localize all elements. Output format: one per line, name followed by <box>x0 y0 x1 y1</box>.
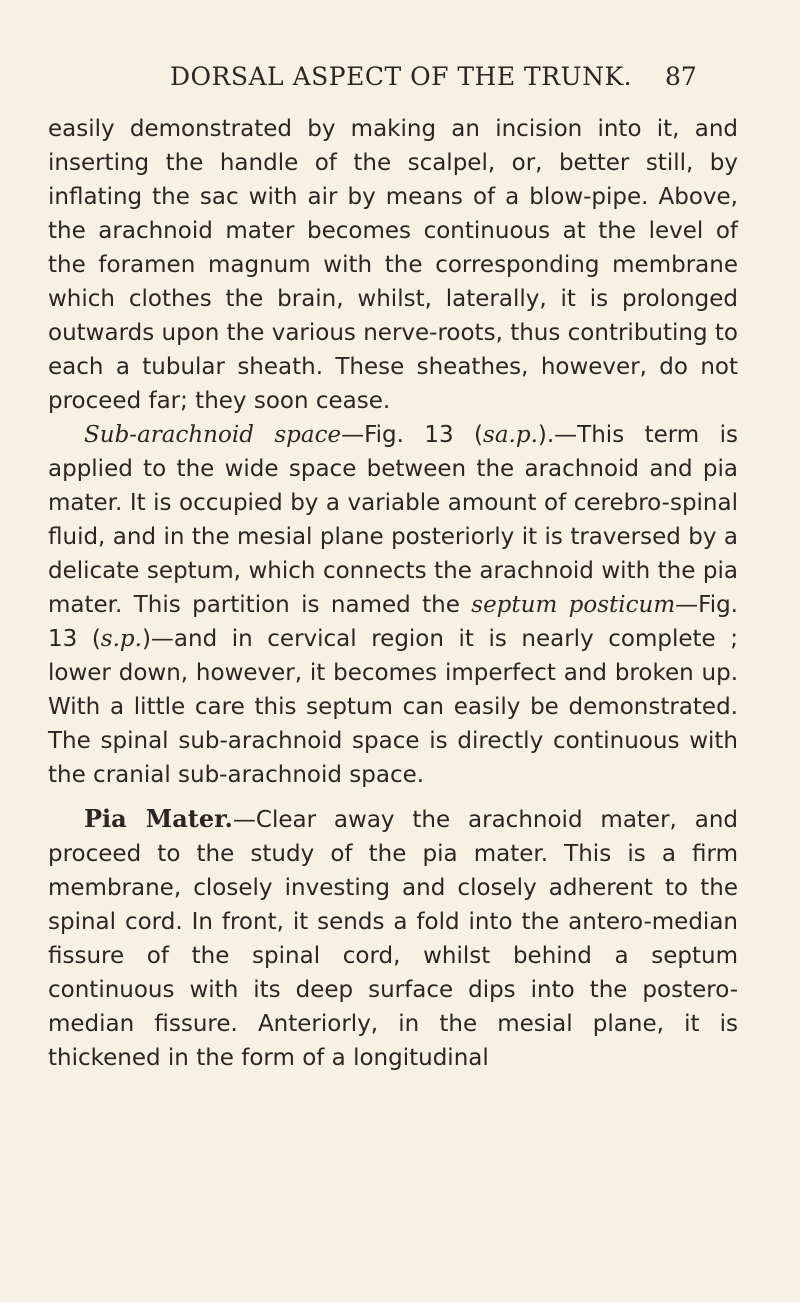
body-text <box>48 112 738 1075</box>
figure-reference: —Fig. 13 ( <box>48 592 738 652</box>
running-title: DORSAL ASPECT OF THE TRUNK. <box>170 62 633 91</box>
paragraph-continued: easily demonstrated by making an incision into it, and inserting the handle of the scalpel, or, better still, by inflating the sac with air by means of a blow-pipe. Above, the arachnoid mater becomes continuous at the level of the foramen magnum with the corresponding membrane which clothes the brain, whilst, laterally, it is prolonged outwards upon the various nerve-roots, thus contributing to each a tubular sheath. These sheathes, however, do not proceed far; they soon cease. <box>48 116 738 414</box>
term-sub-arachnoid-space: Sub-arachnoid space <box>84 422 342 448</box>
paragraph-sub-arachnoid-space <box>48 418 738 792</box>
running-head <box>0 62 800 102</box>
paragraph-pia-mater <box>48 802 738 1075</box>
figure-abbreviation: s.p. <box>100 626 142 652</box>
term-septum-posticum: septum posticum <box>471 592 676 618</box>
paragraph-text: —Clear away the arachnoid mater, and proceed to the study of the pia mater. This is a firm membrane, closely investing and closely adherent to the spinal cord. In front, it sends a fold into the antero-median fissure of the spinal cord, whilst behind a septum continuous with its deep surface dips into the postero-median fissure. Anteriorly, in the mesial plane, it is thickened in the form of a longitudinal <box>48 807 738 1071</box>
figure-abbreviation: sa.p. <box>483 422 538 448</box>
figure-reference: —Fig. 13 ( <box>341 422 484 448</box>
section-heading-pia-mater: Pia Mater. <box>84 804 233 833</box>
page-number: 87 <box>665 62 697 91</box>
paragraph-text: )—and in cervical region it is nearly complete ; lower down, however, it becomes imperfect and broken up. With a little care this septum can easily be demonstrated. The spinal sub-arachnoid space is directly continuous with the cranial sub-arachnoid space. <box>48 626 738 788</box>
paragraph-text: ).—This term is applied to the wide space between the arachnoid and pia mater. It is occupied by a variable amount of cerebro-spinal fluid, and in the mesial plane posteriorly it is traversed by a delicate septum, which connects the arachnoid with the pia mater. This partition is named the <box>48 422 739 618</box>
